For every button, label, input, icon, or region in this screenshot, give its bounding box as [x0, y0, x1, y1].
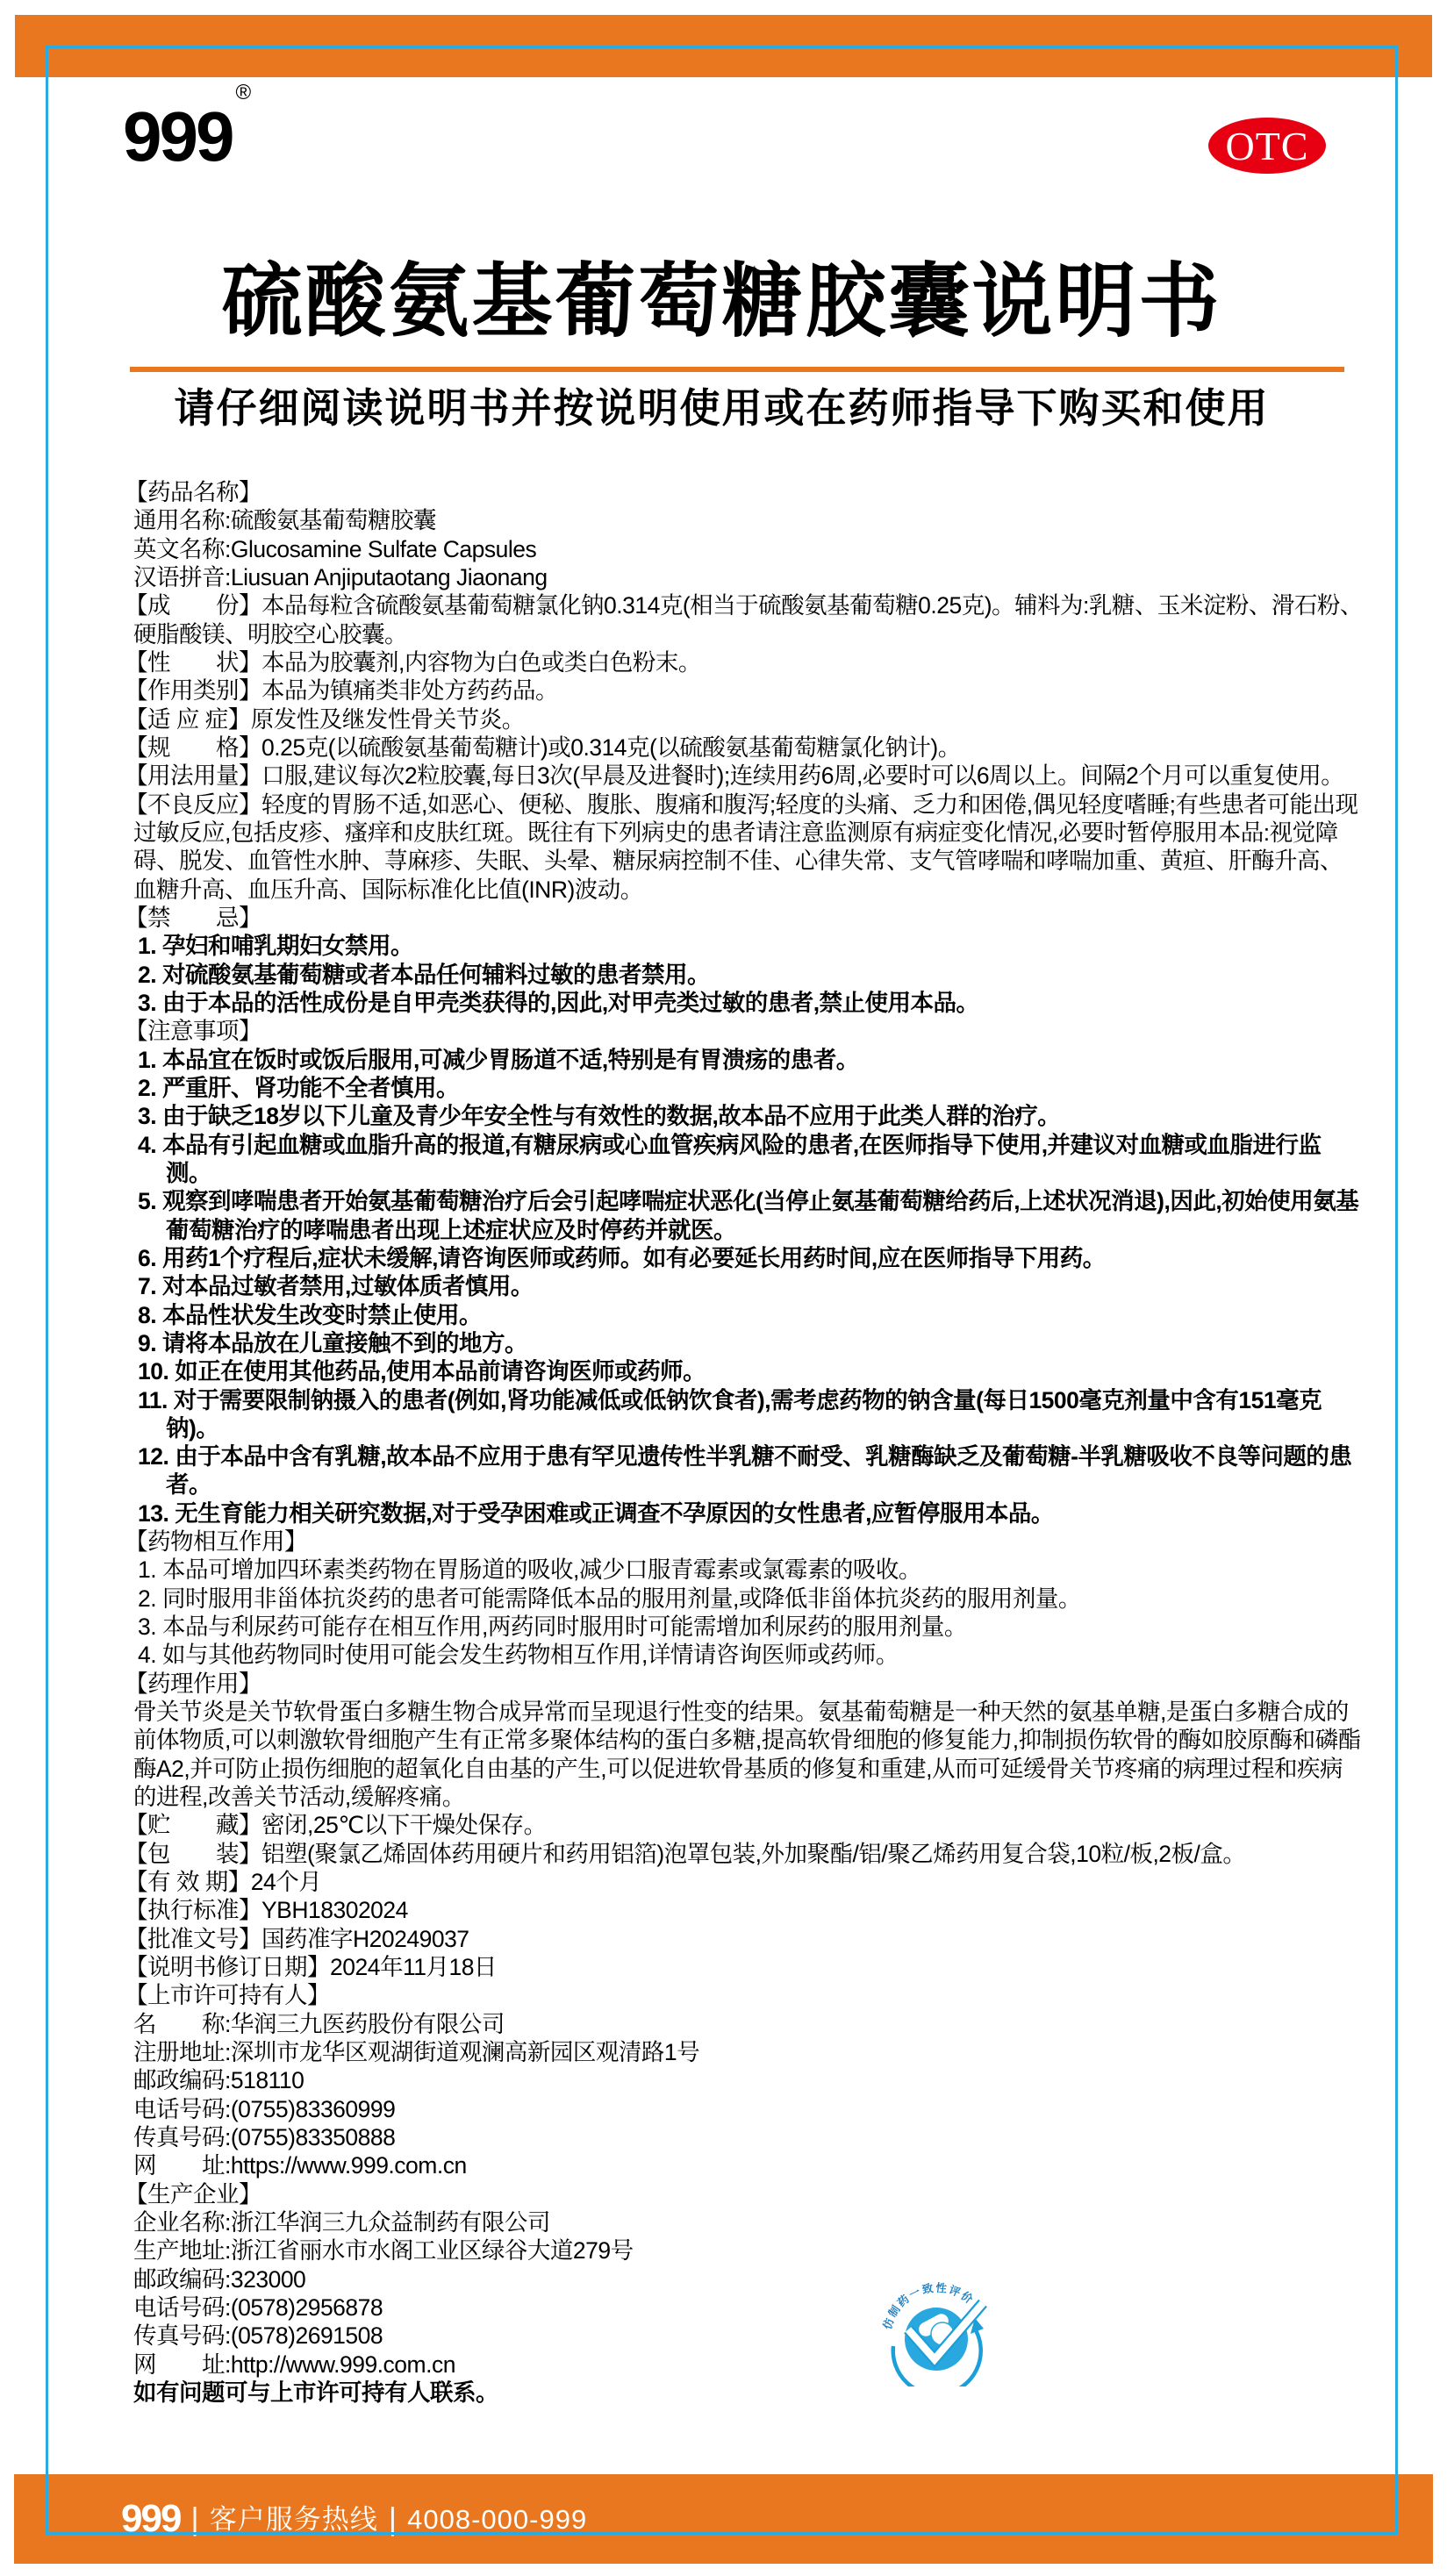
section-heading-indications [125, 705, 1364, 733]
page-title: 硫酸氨基葡萄糖胶囊说明书 [221, 257, 1222, 347]
generic-drug-consistency-seal [879, 2276, 993, 2386]
section-text: 密闭,25℃以下干燥处保存。 [261, 1812, 547, 1839]
section-indications [125, 705, 1364, 733]
precautions-item: 10. 如正在使用其他药品,使用本品前请咨询医师或药师。 [138, 1358, 706, 1385]
section-heading-drug-name [125, 478, 1364, 506]
precautions-item: 1. 本品宜在饭时或饭后服用,可减少胃肠道不适,特别是有胃溃疡的患者。 [138, 1046, 859, 1073]
section-heading-description [125, 648, 1364, 676]
section-label: 【药物相互作用】 [125, 1528, 307, 1556]
precautions-item: 8. 本品性状发生改变时禁止使用。 [138, 1301, 482, 1328]
section-label: 【贮 藏】 [125, 1812, 261, 1839]
section-text: YBH18302024 [261, 1897, 408, 1924]
section-action-class [125, 676, 1364, 705]
section-heading-revision-date [125, 1953, 1364, 1981]
precautions-item: 5. 观察到哮喘患者开始氨基葡萄糖治疗后会引起哮喘症状恶化(当停止氨基葡萄糖给药后,上述状况消退),因此,初始使用氨基葡萄糖治疗的哮喘患者出现上述症状应及时停药并就医。 [138, 1188, 1359, 1243]
section-label: 【包 装】 [125, 1840, 261, 1867]
section-dosage [125, 762, 1364, 790]
section-label: 【适 应 症】 [125, 705, 251, 733]
section-text: 2024年11月18日 [330, 1954, 497, 1981]
drug-interactions-item: 1. 本品可增加四环素类药物在胃肠道的吸收,减少口服青霉素或氯霉素的吸收。 [138, 1556, 921, 1584]
section-label: 【批准文号】 [125, 1925, 261, 1952]
section-heading-standard [125, 1896, 1364, 1924]
section-text: 原发性及继发性骨关节炎。 [250, 705, 525, 733]
section-drug-name [125, 478, 1364, 591]
footer-separator: | [388, 2501, 398, 2537]
section-heading-storage [125, 1811, 1364, 1839]
marketing-authorization-holder-line: 传真号码:(0755)83350888 [133, 2124, 396, 2151]
seal-arched-text: 仿制药一致性评价 [881, 2281, 977, 2331]
section-heading-manufacturer [125, 2180, 1364, 2208]
pharmacology-line: 骨关节炎是关节软骨蛋白多糖生物合成异常而呈现退行性变的结果。氨基葡萄糖是一种天然的氨基单糖,是蛋白多糖合成的前体物质,可以刺激软骨细胞产生有正常多聚体结构的蛋白多糖,提高软骨细胞的修复能力,抑制损伤软骨的酶如胶原酶和磷酯酶A2,并可防止损伤细胞的超氧化自由基的产生,可以促进软骨基质的修复和重建,从而可延缓骨关节疼痛的病理过程和疾病的进程,改善关节活动,缓解疼痛。 [133, 1699, 1361, 1811]
section-precautions [125, 1017, 1364, 1528]
section-heading-drug-interactions [125, 1528, 1364, 1556]
section-label: 【用法用量】 [125, 762, 261, 790]
section-label: 【禁 忌】 [125, 904, 261, 931]
footer-hotline-bar [14, 2474, 1433, 2564]
orange-divider [130, 367, 1344, 372]
section-heading-contraindications [125, 904, 1364, 932]
registered-trademark-mark: ® [235, 81, 252, 105]
precautions-item: 3. 由于缺乏18岁以下儿童及青少年安全性与有效性的数据,故本品不应用于此类人群的治疗。 [138, 1103, 1061, 1130]
section-text: 国药准字H20249037 [261, 1925, 469, 1952]
section-label: 【生产企业】 [125, 2180, 261, 2207]
marketing-authorization-holder-line: 网 址:https://www.999.com.cn [133, 2152, 467, 2179]
section-revision-date [125, 1953, 1364, 1981]
marketing-authorization-holder-line: 电话号码:(0755)83360999 [133, 2095, 396, 2122]
read-instructions-subtitle: 请仔细阅读说明书并按说明使用或在药师指导下购买和使用 [174, 385, 1270, 431]
footer-service-label: 客户服务热线 [209, 2503, 378, 2535]
section-strength [125, 733, 1364, 762]
drug-name-line: 通用名称:硫酸氨基葡萄糖胶囊 [133, 507, 436, 534]
section-drug-interactions [125, 1528, 1364, 1670]
section-pharmacology [125, 1670, 1364, 1812]
manufacturer-line: 电话号码:(0578)2956878 [133, 2294, 383, 2321]
section-label: 【规 格】 [125, 733, 261, 761]
precautions-item: 2. 严重肝、肾功能不全者慎用。 [138, 1074, 459, 1101]
section-text: 本品为镇痛类非处方药药品。 [261, 677, 558, 705]
section-heading-adverse-reactions [125, 791, 1364, 904]
drug-interactions-item: 3. 本品与利尿药可能存在相互作用,两药同时服用时可能需增加利尿药的服用剂量。 [138, 1614, 967, 1641]
footer-brand-logo: 999 [121, 2497, 181, 2540]
otc-badge [1208, 118, 1326, 174]
brand-logo-999 [123, 81, 252, 175]
section-manufacturer [125, 2180, 1364, 2408]
marketing-authorization-holder-line: 注册地址:深圳市龙华区观湖街道观澜高新园区观清路1号 [133, 2039, 700, 2066]
section-label: 【药品名称】 [125, 479, 261, 505]
section-label: 【执行标准】 [125, 1897, 261, 1924]
section-storage [125, 1811, 1364, 1839]
section-heading-shelf-life [125, 1868, 1364, 1896]
section-label: 【性 状】 [125, 648, 261, 676]
section-heading-marketing-authorization-holder [125, 1981, 1364, 2009]
marketing-authorization-holder-line: 名 称:华润三九医药股份有限公司 [133, 2010, 505, 2037]
precautions-item: 12. 由于本品中含有乳糖,故本品不应用于患有罕见遗传性半乳糖不耐受、乳糖酶缺乏及葡萄糖-半乳糖吸收不良等问题的患者。 [138, 1443, 1352, 1499]
manufacturer-line: 网 址:http://www.999.com.cn [133, 2351, 455, 2378]
section-text: 轻度的胃肠不适,如恶心、便秘、腹胀、腹痛和腹泻;轻度的头痛、乏力和困倦,偶见轻度嗜睡;有些患者可能出现过敏反应,包括皮疹、瘙痒和皮肤红斑。既往有下列病史的患者请注意监测原有病症变化情况,必要时暂停服用本品:视觉障碍、脱发、血管性水肿、荨麻疹、失眠、头晕、糖尿病控制不佳、心律失常、支气管哮喘和哮喘加重、黄疸、肝酶升高、血糖升高、血压升高、国际标准化比值(INR)波动。 [133, 791, 1358, 903]
section-heading-action-class [125, 676, 1364, 705]
marketing-authorization-holder-line: 邮政编码:518110 [133, 2067, 304, 2094]
precautions-item: 6. 用药1个疗程后,症状未缓解,请咨询医师或药师。如有必要延长用药时间,应在医师指导下用药。 [138, 1244, 1106, 1271]
precautions-item: 13. 无生育能力相关研究数据,对于受孕困难或正调查不孕原因的女性患者,应暂停服用本品。 [138, 1499, 1054, 1527]
section-text: 24个月 [250, 1869, 322, 1896]
top-orange-bar [15, 15, 1432, 77]
contraindications-item: 3. 由于本品的活性成份是自甲壳类获得的,因此,对甲壳类过敏的患者,禁止使用本品。 [138, 989, 979, 1016]
brand-logo-text: 999 [123, 97, 233, 175]
section-label: 【上市许可持有人】 [125, 1982, 330, 2009]
drug-interactions-item: 2. 同时服用非甾体抗炎药的患者可能需降低本品的服用剂量,或降低非甾体抗炎药的服用剂量。 [138, 1585, 1081, 1612]
section-text: 本品每粒含硫酸氨基葡萄糖氯化钠0.314克(相当于硫酸氨基葡萄糖0.25克)。辅料为:乳糖、玉米淀粉、滑石粉、硬脂酸镁、明胶空心胶囊。 [133, 592, 1363, 648]
section-label: 【注意事项】 [125, 1018, 261, 1045]
contraindications-item: 1. 孕妇和哺乳期妇女禁用。 [138, 933, 413, 960]
section-label: 【作用类别】 [125, 677, 261, 705]
section-heading-dosage [125, 762, 1364, 790]
section-heading-pharmacology [125, 1670, 1364, 1698]
section-label: 【药理作用】 [125, 1670, 261, 1697]
precautions-item: 4. 本品有引起血糖或血脂升高的报道,有糖尿病或心血管疾病风险的患者,在医师指导下使用,并建议对血糖或血脂进行监测。 [138, 1131, 1322, 1186]
drug-name-line: 汉语拼音:Liusuan Anjiputaotang Jiaonang [133, 563, 548, 590]
section-label: 【成 份】 [125, 592, 261, 619]
section-heading-composition [125, 591, 1364, 648]
drug-interactions-item: 4. 如与其他药物同时使用可能会发生药物相互作用,详情请咨询医师或药师。 [138, 1642, 899, 1669]
section-label: 【有 效 期】 [125, 1869, 251, 1896]
section-approval-number [125, 1925, 1364, 1953]
section-standard [125, 1896, 1364, 1924]
section-contraindications [125, 904, 1364, 1017]
section-heading-precautions [125, 1017, 1364, 1045]
precautions-item: 9. 请将本品放在儿童接触不到的地方。 [138, 1329, 527, 1356]
manufacturer-line: 邮政编码:323000 [133, 2265, 306, 2293]
section-marketing-authorization-holder [125, 1981, 1364, 2179]
section-text: 口服,建议每次2粒胶囊,每日3次(早晨及进餐时);连续用药6周,必要时可以6周以上。间隔2个月可以重复使用。 [261, 762, 1344, 790]
manufacturer-line: 企业名称:浙江华润三九众益制药有限公司 [133, 2209, 550, 2236]
section-heading-strength [125, 733, 1364, 762]
contraindications-item: 2. 对硫酸氨基葡萄糖或者本品任何辅料过敏的患者禁用。 [138, 961, 710, 988]
footer-hotline-number: 4008-000-999 [407, 2503, 588, 2535]
section-heading-packaging [125, 1840, 1364, 1868]
section-description [125, 648, 1364, 676]
section-text: 铝塑(聚氯乙烯固体药用硬片和药用铝箔)泡罩包装,外加聚酯/铝/聚乙烯药用复合袋,10粒/板,2板/盒。 [261, 1840, 1246, 1867]
manufacturer-note: 如有问题可与上市许可持有人联系。 [133, 2379, 498, 2406]
precautions-item: 7. 对本品过敏者禁用,过敏体质者慎用。 [138, 1273, 534, 1300]
footer-separator: | [190, 2501, 199, 2537]
section-text: 本品为胶囊剂,内容物为白色或类白色粉末。 [261, 648, 701, 676]
section-label: 【说明书修订日期】 [125, 1954, 330, 1981]
manufacturer-line: 传真号码:(0578)2691508 [133, 2322, 383, 2350]
section-packaging [125, 1840, 1364, 1868]
otc-badge-label: OTC [1225, 123, 1309, 168]
section-text: 0.25克(以硫酸氨基葡萄糖计)或0.314克(以硫酸氨基葡萄糖氯化钠计)。 [261, 733, 961, 761]
section-composition [125, 591, 1364, 648]
section-label: 【不良反应】 [125, 791, 261, 818]
section-shelf-life [125, 1868, 1364, 1896]
drug-name-line: 英文名称:Glucosamine Sulfate Capsules [133, 535, 537, 562]
precautions-item: 11. 对于需要限制钠摄入的患者(例如,肾功能减低或低钠饮食者),需考虑药物的钠含量(每日1500毫克剂量中含有151毫克钠)。 [138, 1386, 1322, 1442]
section-heading-approval-number [125, 1925, 1364, 1953]
manufacturer-line: 生产地址:浙江省丽水市水阁工业区绿谷大道279号 [133, 2237, 634, 2265]
drug-info-sections [125, 478, 1364, 2407]
section-adverse-reactions [125, 791, 1364, 904]
